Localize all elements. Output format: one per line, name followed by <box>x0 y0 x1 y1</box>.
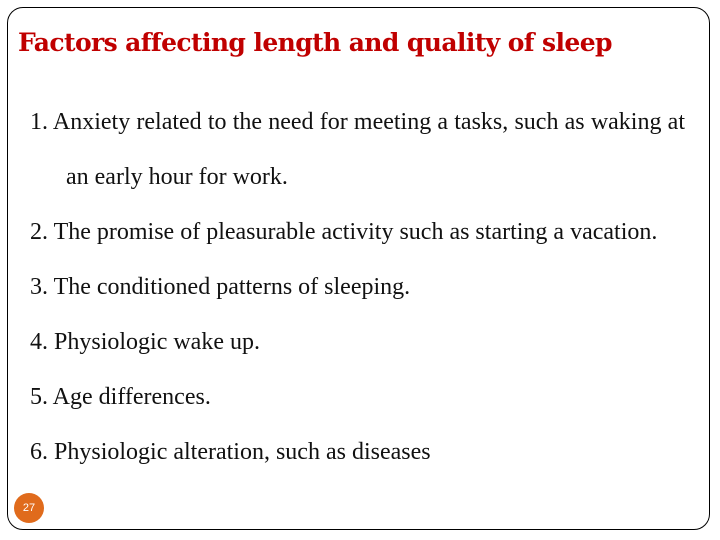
list-item: 2. The promise of pleasurable activity such as starting a vacation. <box>30 219 658 245</box>
list-item: 4. Physiologic wake up. <box>30 329 260 355</box>
list-item: 6. Physiologic alteration, such as diseases <box>30 439 431 465</box>
list-item: 1. Anxiety related to the need for meeting a tasks, such as waking at an early hour for work. <box>30 109 685 190</box>
page-number-badge: 27 <box>14 493 44 523</box>
list-item: 3. The conditioned patterns of sleeping. <box>30 274 411 300</box>
slide-body <box>30 95 685 480</box>
list-item: 5. Age differences. <box>30 384 211 410</box>
slide-title: Factors affecting length and quality of sleep <box>18 28 612 57</box>
